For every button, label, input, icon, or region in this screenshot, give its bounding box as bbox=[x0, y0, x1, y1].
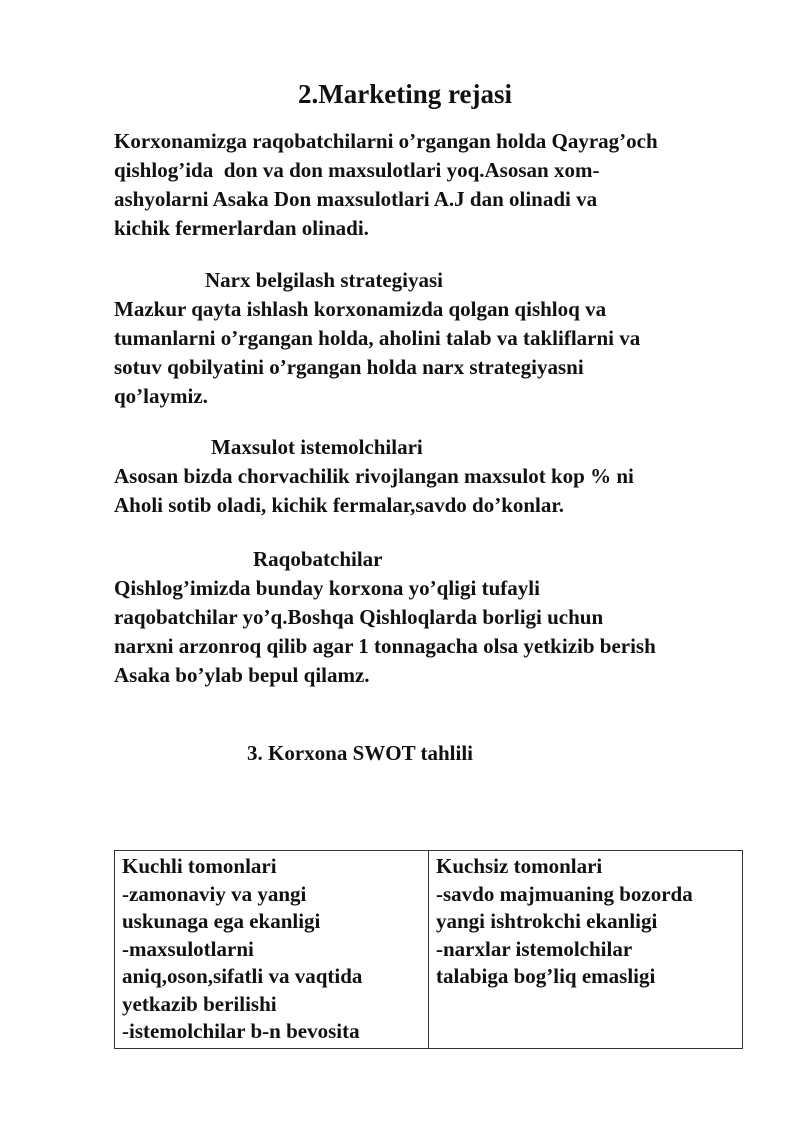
list-item: -narxlar istemolchilar bbox=[436, 936, 633, 961]
competitors-heading: Raqobatchilar bbox=[253, 547, 383, 571]
text-line: Asaka bo’ylab bepul qilamz. bbox=[114, 663, 370, 687]
list-item: talabiga bog’liq emasligi bbox=[436, 964, 656, 988]
page-title: 2.Marketing rejasi bbox=[298, 79, 512, 109]
text-line: Aholi sotib oladi, kichik fermalar,savdo do’konlar. bbox=[114, 493, 565, 517]
table-row bbox=[115, 851, 743, 1049]
list-item: -zamonaviy va yangi bbox=[122, 881, 307, 906]
text-line: narxni arzonroq qilib agar 1 tonnagacha olsa yetkizib berish bbox=[114, 634, 656, 658]
text-line: Mazkur qayta ishlash korxonamizda qolgan qishloq va bbox=[114, 297, 607, 321]
text-line: qishlog’ida don va don maxsulotlari yoq.Asosan xom- bbox=[114, 158, 600, 182]
text-line: ashyolarni Asaka Don maxsulotlari A.J dan olinadi va bbox=[114, 187, 598, 211]
pricing-paragraph bbox=[114, 295, 764, 411]
text-line: sotuv qobilyatini o’rgangan holda narx strategiyasni bbox=[114, 355, 584, 379]
swot-strengths-cell bbox=[115, 851, 429, 1049]
intro-paragraph bbox=[114, 127, 764, 243]
consumers-heading: Maxsulot istemolchilari bbox=[211, 435, 423, 459]
strengths-header: Kuchli tomonlari bbox=[122, 854, 277, 878]
swot-weaknesses-cell bbox=[429, 851, 743, 1049]
pricing-heading: Narx belgilash strategiyasi bbox=[205, 268, 443, 292]
competitors-paragraph bbox=[114, 574, 764, 690]
text-line: raqobatchilar yo’q.Boshqa Qishloqlarda borligi uchun bbox=[114, 605, 604, 629]
text-line: Korxonamizga raqobatchilarni o’rgangan holda Qayrag’och bbox=[114, 129, 658, 153]
text-line: qo’laymiz. bbox=[114, 384, 208, 408]
text-line: Asosan bizda chorvachilik rivojlangan maxsulot kop % ni bbox=[114, 464, 634, 488]
weaknesses-header: Kuchsiz tomonlari bbox=[436, 854, 603, 878]
list-item: yangi ishtrokchi ekanligi bbox=[436, 909, 658, 933]
list-item: -savdo majmuaning bozorda bbox=[436, 881, 693, 906]
swot-table bbox=[114, 850, 743, 1049]
text-line: tumanlarni o’rgangan holda, aholini talab va takliflarni va bbox=[114, 326, 641, 350]
list-item: yetkazib berilishi bbox=[122, 991, 277, 1016]
section-3-title: 3. Korxona SWOT tahlili bbox=[247, 741, 473, 765]
list-item: -maxsulotlarni bbox=[122, 936, 254, 961]
consumers-paragraph bbox=[114, 462, 764, 520]
list-item: aniq,oson,sifatli va vaqtida bbox=[122, 964, 363, 988]
text-line: Qishlog’imizda bunday korxona yo’qligi tufayli bbox=[114, 576, 540, 600]
list-item: uskunaga ega ekanligi bbox=[122, 909, 321, 933]
text-line: kichik fermerlardan olinadi. bbox=[114, 216, 369, 240]
list-item: -istemolchilar b-n bevosita bbox=[122, 1019, 360, 1043]
